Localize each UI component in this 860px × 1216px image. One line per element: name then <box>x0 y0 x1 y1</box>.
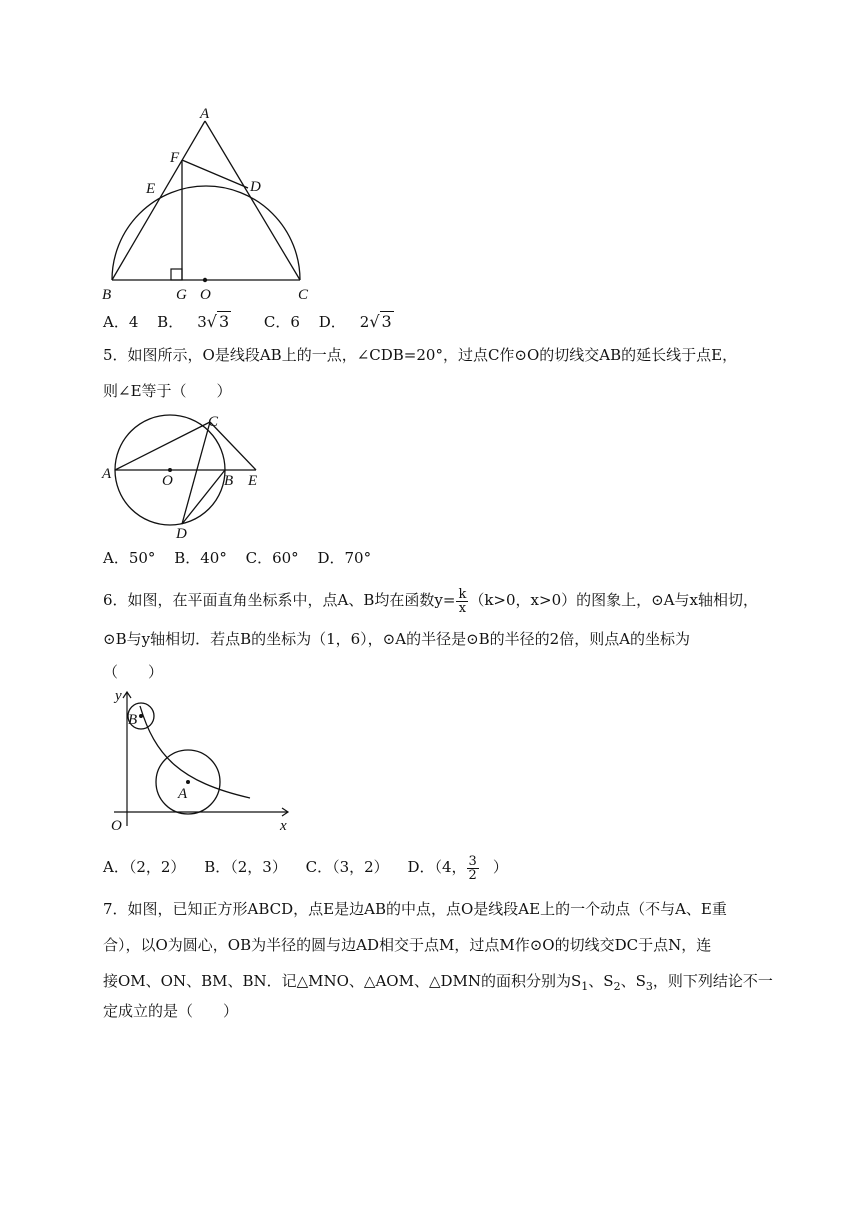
subscript-2: 2 <box>613 980 621 993</box>
q5-line-1: 5．如图所示，O是线段AB上的一点，∠CDB=20°，过点C作⊙O的切线交AB的延长线于点E， <box>103 346 738 364</box>
q7-line-3-post: ，则下列结论不一 <box>652 972 773 990</box>
q6-choice-b: B．（2，3） <box>204 858 287 876</box>
q6-line-1-post: （k>0，x>0）的图象上，⊙A与x轴相切， <box>469 591 758 609</box>
label-o: O <box>162 473 173 489</box>
q4-choice-d <box>319 313 408 331</box>
q7-line-2: 合），以O为圆心，OB为半径的圆与边AD相交于点M，过点M作⊙O的切线交DC于点N，连 <box>103 936 712 954</box>
fraction-3-over-2 <box>467 855 493 882</box>
q4-choice-d-prefix: D． <box>318 313 346 331</box>
q6-choices <box>103 852 522 882</box>
q4-choice-d-radicand: 3 <box>381 312 392 331</box>
subscript-3: 3 <box>645 980 653 993</box>
fraction-numerator: k <box>458 586 467 602</box>
label-y: y <box>115 688 122 704</box>
label-o: O <box>200 287 211 303</box>
label-c: C <box>298 287 309 303</box>
label-e: E <box>248 473 258 489</box>
q6-choice-a: A．（2，2） <box>103 858 186 876</box>
q7-line-3-pre: 接OM、ON、BM、BN．记△MNO、△AOM、△DMN的面积分别为S <box>103 972 582 990</box>
q6-choice-d-pre: D．（4， <box>407 858 467 876</box>
q7-line-1: 7．如图，已知正方形ABCD，点E是边AB的中点，点O是线段AE上的一个动点（不与A、E重 <box>103 900 727 918</box>
separator: 、S <box>620 972 646 990</box>
q4-choice-b-coef: 3 <box>197 313 207 331</box>
label-d: D <box>250 179 261 195</box>
q5-choices <box>103 548 385 568</box>
label-a: A <box>200 106 210 122</box>
q5-choice-a: A．50° <box>103 549 156 567</box>
q5-choice-d: D．70° <box>317 549 372 567</box>
label-b: B <box>102 287 112 303</box>
q7-line-3 <box>103 971 773 997</box>
q5-choice-c: C．60° <box>245 549 299 567</box>
q4-choice-a: A．4 <box>103 313 139 331</box>
label-a: A <box>102 466 112 482</box>
fraction-denominator: x <box>458 600 467 616</box>
label-c: C <box>208 414 219 430</box>
q6-line-2: ⊙B与y轴相切．若点B的坐标为（1，6），⊙A的半径是⊙B的半径的2倍，则点A的坐标为 <box>103 630 691 648</box>
q4-choices <box>103 312 422 332</box>
label-d: D <box>176 526 187 542</box>
separator: 、S <box>588 972 614 990</box>
q6-line-1-pre: 6．如图，在平面直角坐标系中，点A、B均在函数y= <box>103 591 456 609</box>
sqrt-symbol: √ 3 <box>206 312 230 331</box>
fraction-numerator: 3 <box>468 853 477 869</box>
q4-choice-d-coef: 2 <box>359 313 370 331</box>
q7-line-4: 定成立的是（ ） <box>103 1002 239 1020</box>
label-g: G <box>176 287 187 303</box>
q6-line-1 <box>103 585 758 615</box>
subscript-1: 1 <box>581 980 589 993</box>
label-o: O <box>111 818 122 834</box>
q5-choice-b: B．40° <box>174 549 227 567</box>
fraction-denominator: 2 <box>468 867 477 883</box>
label-b: B <box>128 712 138 728</box>
q4-choice-b-radicand: 3 <box>218 312 230 331</box>
figure-q5-circle-tangent <box>100 412 280 542</box>
label-b: B <box>224 473 234 489</box>
sqrt-symbol: √ 3 <box>369 312 392 331</box>
q5-line-2: 则∠E等于（ ） <box>103 382 232 400</box>
q4-choice-b <box>157 313 245 331</box>
q6-choice-c: C．（3，2） <box>305 858 389 876</box>
q4-choice-b-prefix: B． <box>157 313 184 331</box>
q6-line-3: （ ） <box>103 663 164 681</box>
q6-choice-d-post: ） <box>492 858 508 876</box>
q6-choice-d <box>407 853 508 883</box>
q4-choice-c: C．6 <box>263 313 300 331</box>
figure-q4-triangle-semicircle <box>100 105 330 305</box>
label-f: F <box>170 150 180 166</box>
fraction-k-over-x <box>456 588 468 615</box>
label-e: E <box>146 181 156 197</box>
label-x: x <box>280 818 287 834</box>
label-a: A <box>178 786 188 802</box>
figure-q6-coordinate-hyperbola <box>100 686 300 836</box>
